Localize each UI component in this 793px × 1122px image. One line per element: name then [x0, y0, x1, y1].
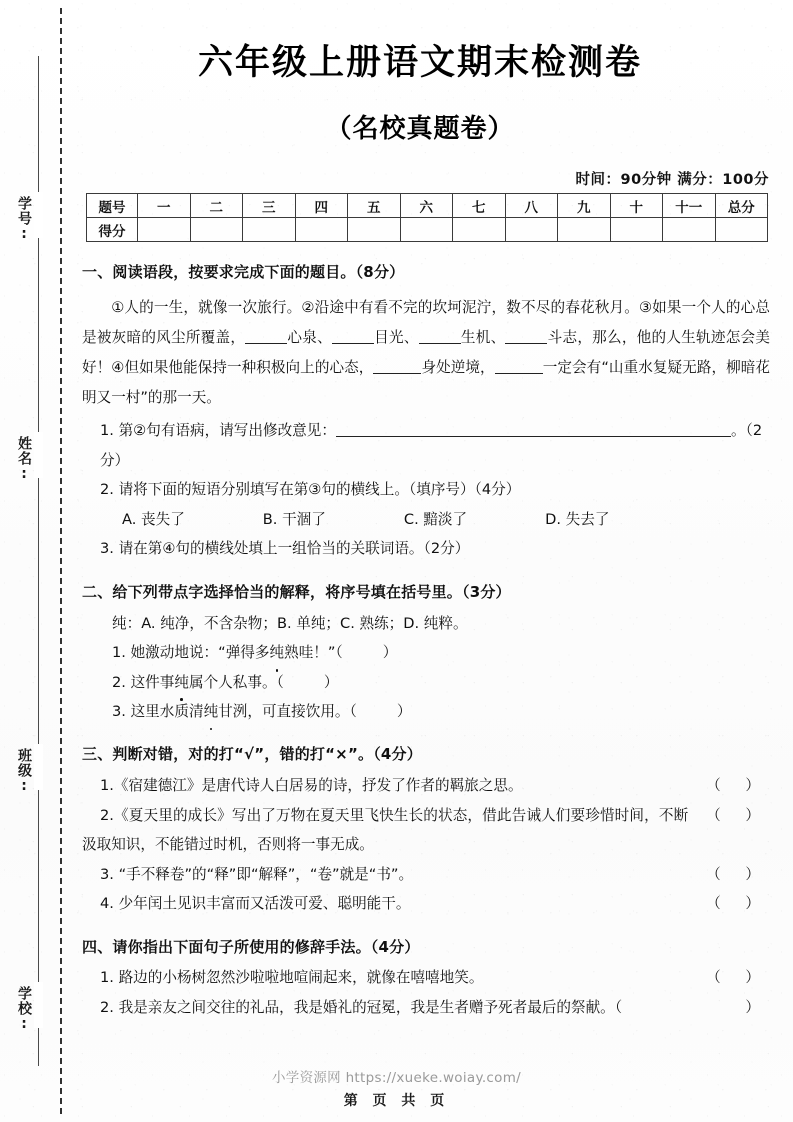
passage-blank-2[interactable] [332, 343, 374, 344]
score-table-col-2: 二 [190, 194, 243, 218]
margin-rule-gap-4 [34, 982, 43, 1028]
score-table-col-12: 总分 [715, 194, 768, 218]
section-heading-2: 二、给下列带点字选择恰当的解释，将序号填在括号里。（3分） [82, 582, 511, 601]
answer-bracket[interactable]: ） [745, 998, 770, 1016]
item-bracket-close: ） [396, 702, 412, 720]
score-cell-2[interactable] [190, 218, 243, 242]
item-bracket-close: ） [323, 673, 339, 691]
section-3-item-1 [82, 771, 770, 800]
passage-part-4: 生机、 [460, 328, 506, 346]
section-3-item-list [82, 771, 770, 918]
margin-label-4: 学校: [16, 986, 32, 1033]
exam-content [82, 258, 770, 1022]
score-table-col-6: 六 [400, 194, 453, 218]
option-c[interactable]: C. 黯淡了 [403, 510, 468, 528]
option-a[interactable]: A. 丧失了 [122, 510, 185, 528]
option-b[interactable]: B. 干涸了 [262, 510, 326, 528]
margin-dashed-rule [60, 8, 62, 1114]
score-cell-10[interactable] [610, 218, 663, 242]
page-number-footer: 第 页 共 页 [343, 1093, 450, 1109]
section-2-item-list [82, 638, 770, 726]
answer-bracket[interactable]: （ ） [706, 969, 770, 987]
option-d[interactable]: D. 失去了 [545, 510, 610, 528]
margin-rule-gap-2 [34, 432, 43, 478]
item-text-after: 属个人私事。（ [188, 673, 284, 691]
emphasis-dot-char: 纯 [204, 697, 219, 726]
score-table-col-5: 五 [348, 194, 401, 218]
score-cell-9[interactable] [558, 218, 611, 242]
question-1-1 [100, 416, 770, 475]
item-text: 2. 我是亲友之间交往的礼品，我是婚礼的冠冕，我是生者赠予死者最后的祭献。（ [100, 998, 623, 1016]
emphasis-dot-char: 纯 [269, 638, 284, 667]
score-cell-5[interactable] [348, 218, 401, 242]
passage-part-1: ①人的一生，就像一次旅行。②沿途中有看不完的坎坷泥泞，数不尽的春花秋月。③如果一个人的心总是被灰暗的风尘所覆盖， [82, 298, 770, 346]
passage-blank-6[interactable] [495, 373, 543, 374]
section-4-item-1 [82, 963, 770, 992]
item-text: 1. 路边的小杨树忽然沙啦啦地喧闹起来，就像在嘻嘻地笑。 [100, 969, 484, 987]
question-1-1-answer-blank[interactable] [336, 436, 731, 437]
score-table [86, 193, 768, 242]
score-cell-12[interactable] [715, 218, 768, 242]
section-2-item-1 [112, 638, 770, 667]
page-subtitle: （名校真题卷） [325, 114, 515, 144]
score-cell-1[interactable] [138, 218, 191, 242]
item-text: 2.《夏天里的成长》写出了万物在夏天里飞快生长的状态，借此告诫人们要珍惜时间，不断汲取知识，不能错过时机，否则将一事无成。 [82, 806, 689, 854]
score-table-col-8: 八 [505, 194, 558, 218]
section-2-item-2 [112, 668, 770, 697]
score-table-col-4: 四 [295, 194, 348, 218]
margin-label-3: 班级: [16, 748, 32, 795]
question-1-1-tail: 。（2分） [100, 422, 763, 469]
section-2-definition: 纯：A. 纯净，不含杂物；B. 单纯；C. 熟练；D. 纯粹。 [112, 614, 468, 632]
question-1-1-label: 1. 第②句有语病，请写出修改意见： [100, 422, 336, 440]
score-table-score-row [87, 218, 768, 242]
section-heading-1: 一、阅读语段，按要求完成下面的题目。（8分） [82, 263, 405, 281]
exam-meta: 时间：90分钟 满分：100分 [575, 172, 769, 188]
score-cell-6[interactable] [400, 218, 453, 242]
question-1-2: 2. 请将下面的短语分别填写在第③句的横线上。（填序号）（4分） [100, 481, 521, 499]
section-3-item-2 [82, 801, 770, 860]
score-cell-11[interactable] [663, 218, 716, 242]
score-table-row-label-1: 得分 [87, 218, 138, 242]
item-text: 3. “手不释卷”的“释”即“解释”，“卷”就是“书”。 [100, 865, 414, 883]
score-cell-3[interactable] [243, 218, 296, 242]
margin-rule-gap-3 [34, 744, 43, 790]
item-bracket-close: ） [382, 644, 398, 662]
answer-bracket[interactable]: （ ） [706, 895, 770, 913]
score-table-row-label-0: 题号 [87, 194, 138, 218]
item-number: 1. [112, 644, 131, 662]
passage-blank-4[interactable] [505, 343, 547, 344]
score-table-col-3: 三 [243, 194, 296, 218]
passage-part-5: 斗志，那么，他的人生轨迹怎会美好！④但如果他能保持一种积极向上的心态， [82, 328, 770, 376]
passage-part-3: 目光、 [373, 328, 419, 346]
item-text-after: 熟哇！”（ [284, 644, 343, 662]
section-1-passage [82, 293, 770, 413]
section-4-item-2 [82, 993, 770, 1022]
score-cell-7[interactable] [453, 218, 506, 242]
question-1-2-options [122, 505, 770, 534]
answer-bracket[interactable]: （ ） [706, 806, 770, 824]
section-heading-4: 四、请你指出下面句子所使用的修辞手法。（4分） [82, 937, 420, 956]
item-text-before: 这里水质清 [130, 702, 204, 720]
item-number: 2. [112, 673, 131, 691]
score-table-col-10: 十 [610, 194, 663, 218]
item-text-after: 甘洌，可直接饮用。（ [218, 702, 357, 720]
emphasis-dot-char: 纯 [174, 668, 189, 697]
score-cell-8[interactable] [505, 218, 558, 242]
section-3-item-3 [82, 860, 770, 889]
site-watermark: 小学资源网 https://xueke.woiay.com/ [271, 1070, 522, 1086]
item-text-before: 她激动地说：“弹得多 [130, 644, 270, 662]
passage-blank-1[interactable] [245, 343, 287, 344]
passage-blank-3[interactable] [419, 343, 461, 344]
item-number: 3. [112, 702, 131, 720]
score-table-col-11: 十一 [663, 194, 716, 218]
section-2-item-3 [112, 697, 770, 726]
answer-bracket[interactable]: （ ） [706, 865, 770, 883]
score-table-header-row [87, 194, 768, 218]
page-title: 六年级上册语文期末检测卷 [197, 43, 642, 83]
score-cell-4[interactable] [295, 218, 348, 242]
passage-part-7: 一定会有“山重水复疑无路，柳暗花明又一村”的那一天。 [82, 358, 770, 406]
margin-label-1: 学号: [16, 196, 32, 243]
item-text: 4. 少年闰土见识丰富而又活泼可爱、聪明能干。 [100, 895, 411, 913]
section-4-item-list [82, 963, 770, 1022]
margin-rule-gap-1 [34, 192, 43, 238]
passage-blank-5[interactable] [373, 373, 421, 374]
passage-part-6: 身处逆境， [421, 358, 495, 376]
section-heading-3: 三、判断对错，对的打“√”，错的打“×”。（4分） [82, 745, 422, 764]
item-text-before: 这件事 [130, 673, 175, 691]
margin-label-2: 姓名: [16, 436, 32, 483]
question-1-3: 3. 请在第④句的横线处填上一组恰当的关联词语。（2分） [100, 540, 470, 558]
passage-part-2: 心泉、 [287, 328, 332, 346]
score-table-col-7: 七 [453, 194, 506, 218]
item-text: 1.《宿建德江》是唐代诗人白居易的诗，抒发了作者的羁旅之思。 [100, 777, 523, 795]
section-3-item-4 [82, 889, 770, 918]
score-table-col-9: 九 [558, 194, 611, 218]
score-table-col-1: 一 [138, 194, 191, 218]
answer-bracket[interactable]: （ ） [706, 777, 770, 795]
